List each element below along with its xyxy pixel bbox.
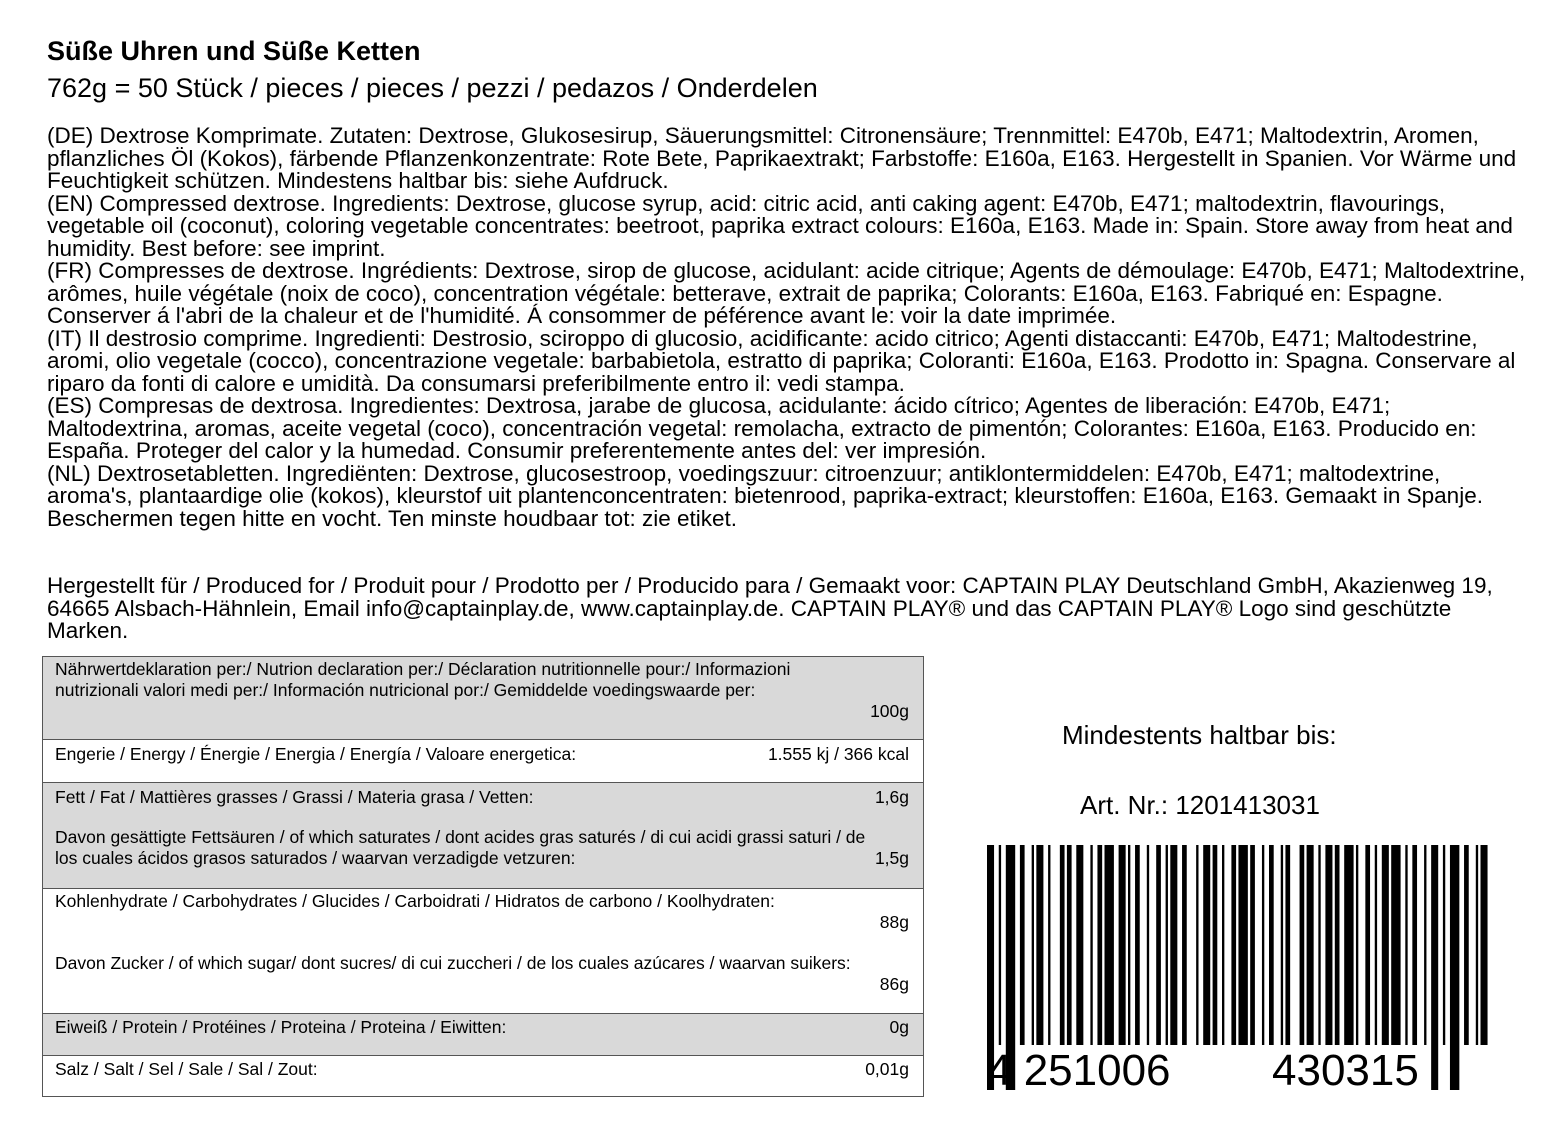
barcode-bar	[1344, 845, 1353, 1045]
nutrition-row-carbs	[43, 888, 923, 1013]
barcode-bar	[1450, 845, 1459, 1090]
barcode-bar	[1281, 845, 1283, 1045]
barcode-bar	[1097, 845, 1102, 1045]
fat-label: Fett / Fat / Mattières grasses / Grassi / Materia grasa / Vetten:	[55, 787, 534, 807]
barcode-bar	[1335, 845, 1340, 1045]
saturates-value: 1,5g	[874, 848, 909, 868]
barcode-bar	[1032, 845, 1034, 1045]
salt-value: 0,01g	[865, 1059, 909, 1079]
product-title: Süße Uhren und Süße Ketten	[47, 36, 421, 66]
carbs-value: 88g	[879, 912, 909, 932]
barcode-bar	[1076, 845, 1083, 1045]
product-quantity: 762g = 50 Stück / pieces / pieces / pezzi / pedazos / Onderdelen	[47, 73, 818, 103]
barcode-bar	[1147, 845, 1149, 1045]
barcode-bar	[1412, 845, 1417, 1045]
barcode-bar	[1250, 845, 1255, 1045]
barcode-bar	[999, 845, 1001, 1045]
barcode-bar	[1285, 845, 1290, 1045]
nutrition-header-label: Nährwertdeklaration per:/ Nutrion declaration per:/ Déclaration nutritionnelle pour:/ Informazioni nutrizionali valori medi per:/ Información nutricional por:/ Gemiddelde voedingswaarde per:	[55, 659, 791, 700]
barcode-bar	[1269, 845, 1274, 1045]
barcode-bar	[1048, 845, 1050, 1045]
sugar-label: Davon Zucker / of which sugar/ dont sucres/ di cui zuccheri / de los cuales azúcares / waarvan suikers:	[55, 953, 851, 973]
barcode-bar	[1135, 845, 1140, 1045]
barcode-bar	[1375, 845, 1377, 1045]
barcode-bar	[1300, 845, 1305, 1045]
barcode-bar	[1119, 845, 1126, 1045]
energy-value: 1.555 kj / 366 kcal	[767, 744, 909, 764]
barcode-bar	[1128, 845, 1130, 1045]
ingredients-de: (DE) Dextrose Komprimate. Zutaten: Dextrose, Glukosesirup, Säuerungsmittel: Citronensäure; Trennmittel: E470b, E471; Maltodextrin, Aromen, pflanzliches Öl (Kokos), färbende Pflanzenkonzentrate: Rote Bete, Paprikaextrakt; Farbstoffe: E160a, E163. Hergestellt in Spanien. Vor Wärme und Feuchtigkeit schützen. Mindestens haltbar bis: siehe Aufdruck.	[47, 123, 1517, 193]
ingredients-block	[47, 125, 1527, 530]
barcode-bar	[1170, 845, 1177, 1045]
energy-label: Engerie / Energy / Énergie / Energia / Energía / Valoare energetica:	[55, 744, 577, 764]
barcode-bar	[1481, 845, 1488, 1045]
salt-label: Salz / Salt / Sel / Sale / Sal / Zout:	[55, 1059, 318, 1079]
barcode-icon	[985, 845, 1495, 1090]
fat-value: 1,6g	[874, 787, 909, 807]
barcode-bar	[1391, 845, 1400, 1045]
barcode-bar	[1238, 845, 1247, 1045]
ingredients-nl: (NL) Dextrosetabletten. Ingrediënten: Dextrose, glucosestroop, voedingszuur: citroenzuur; antiklontermiddelen: E470b, E471; maltodextrine, aroma's, plantaardige olie (kokos), kleurstof uit plantenconcentraten: bietenrood, paprika-extract; kleurstoffen: E160a, E163. Gemaakt in Spanje. Beschermen tegen hitte en vocht. Ten minste houdbaar tot: zie etiket.	[47, 460, 1483, 531]
nutrition-header-row	[43, 657, 923, 739]
barcode-bar	[1222, 845, 1224, 1045]
barcode-bar	[1476, 845, 1478, 1045]
barcode-bar	[1262, 845, 1264, 1045]
nutrition-table	[42, 656, 924, 1097]
sugar-value: 86g	[879, 974, 909, 994]
best-before-label: Mindestents haltbar bis:	[1062, 720, 1337, 750]
barcode-bar	[1424, 845, 1426, 1045]
nutrition-row-energy	[43, 739, 923, 782]
barcode-bar	[1182, 845, 1187, 1045]
ingredients-en: (EN) Compressed dextrose. Ingredients: Dextrose, glucose syrup, acid: citric acid, anti caking agent: E470b, E471; maltodextrin, flavourings, vegetable oil (coconut), coloring vegetable concentrates: beetroot, paprika extract colours: E160a, E163. Made in: Spain. Store away from heat and humidity. Best before: see imprint.	[47, 190, 1513, 261]
barcode-bar	[1166, 845, 1168, 1045]
barcode-bar	[1307, 845, 1314, 1045]
barcode-bar	[1036, 845, 1043, 1045]
ingredients-fr: (FR) Compresses de dextrose. Ingrédients: Dextrose, sirop de glucose, acidulant: acide citrique; Agents de démoulage: E470b, E471; Maltodextrine, arômes, huile végétale (noix de coco), concentration végétale: betterave, extrait de paprika; Colorants: E160a, E163. Fabriqué en: Espagne. Conserver á l'abri de la chaleur et de l'humidité. Á consommer de péférence avant le: voir la date imprimée.	[47, 258, 1526, 328]
barcode-bar	[1196, 845, 1198, 1045]
barcode-bar	[1105, 845, 1114, 1045]
protein-value: 0g	[889, 1017, 909, 1037]
barcode-bar	[1156, 845, 1161, 1045]
barcode-bar	[1464, 845, 1469, 1045]
barcode-bar	[1060, 845, 1065, 1045]
barcode-bar	[1090, 845, 1092, 1045]
producer-info: Hergestellt für / Produced for / Produit pour / Prodotto per / Producido para / Gemaakt voor: CAPTAIN PLAY Deutschland GmbH, Akazienweg 19, 64665 Alsbach-Hähnlein, Email info@captainplay.de, www.captainplay.de. CAPTAIN PLAY® und das CAPTAIN PLAY® Logo sind geschützte Marken.	[47, 573, 1493, 643]
nutrition-row-protein	[43, 1013, 923, 1055]
barcode-bar	[1067, 845, 1072, 1045]
barcode-bar	[1318, 845, 1320, 1045]
ingredients-it: (IT) Il destrosio comprime. Ingredienti: Destrosio, sciroppo di glucosio, acidificante: acido citrico; Agenti distaccanti: E470b, E471; Maltodestrine, aromi, olio vegetale (cocco), concentrazione vegetale: barbabietola, estratto di paprika; Coloranti: E160a, E163. Prodotto in: Spagna. Conservare al riparo da fonti di calore e umidità. Da consumarsi preferibilmente entro il: vedi stampa.	[47, 325, 1516, 396]
barcode-bar	[1213, 845, 1218, 1045]
barcode-digits-right: 430315	[1272, 1046, 1419, 1090]
nutrition-row-fat	[43, 782, 923, 888]
saturates-label: Davon gesättigte Fettsäuren / of which saturates / dont acides gras saturés / di cui acidi grassi saturi / de los cuales ácidos grasos saturados / waarvan verzadigde vetzuren:	[55, 827, 866, 868]
nutrition-row-salt	[43, 1055, 923, 1095]
protein-label: Eiweiß / Protein / Protéines / Proteina / Proteina / Eiwitten:	[55, 1017, 507, 1037]
ingredients-es: (ES) Compresas de dextrosa. Ingredientes: Dextrosa, jarabe de glucosa, acidulante: ácido cítrico; Agentes de liberación: E470b, E471; Maltodextrina, aromas, aceite vegetal (coco), concentración vegetal: remolacha, extracto de pimentón; Colorantes: E160a, E163. Producido en: España. Proteger del calor y la humedad. Consumir preferentemente antes del: ver impresión.	[47, 393, 1477, 463]
barcode-bar	[1231, 845, 1236, 1045]
barcode-bar	[1382, 845, 1389, 1045]
barcode-bar	[1356, 845, 1358, 1045]
barcode-bar	[1365, 845, 1370, 1045]
barcode-bar	[1431, 845, 1438, 1090]
nutrition-header-value: 100g	[870, 701, 909, 721]
barcode-bar	[1443, 845, 1445, 1045]
barcode-bar	[1203, 845, 1210, 1045]
article-number: Art. Nr.: 1201413031	[1080, 790, 1320, 820]
barcode-bar	[1325, 845, 1332, 1045]
carbs-label: Kohlenhydrate / Carbohydrates / Glucides / Carboidrati / Hidratos de carbono / Koolhydraten:	[55, 891, 775, 911]
barcode-digits-left: 4 251006	[987, 1046, 1171, 1090]
barcode-bar	[1020, 845, 1025, 1045]
barcode-bar	[1405, 845, 1407, 1045]
